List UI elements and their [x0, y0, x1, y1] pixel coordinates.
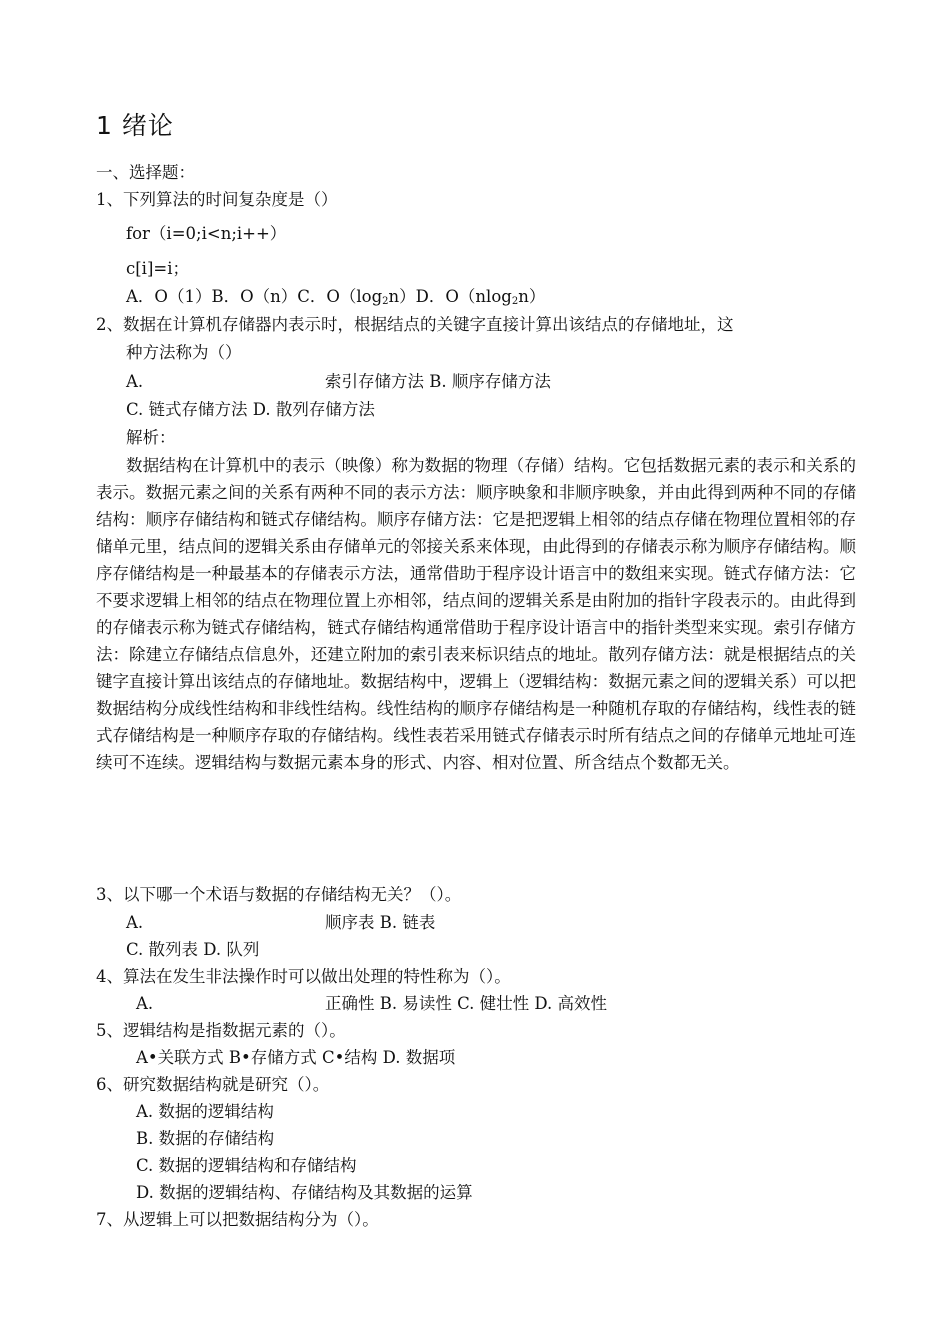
- q6-stem: 6、研究数据结构就是研究（）。: [96, 1075, 330, 1094]
- q3-opt-a-letter: A.: [126, 913, 144, 932]
- q6-opt-c: C. 数据的逻辑结构和存储结构: [136, 1156, 357, 1175]
- q2-opt-a-b: 索引存储方法 B. 顺序存储方法: [325, 372, 551, 391]
- section-title: 一、选择题：: [96, 163, 195, 182]
- q1-subscript-2: 2: [511, 296, 519, 307]
- q4-stem: 4、算法在发生非法操作时可以做出处理的特性称为（）。: [96, 967, 511, 986]
- q7-stem: 7、从逻辑上可以把数据结构分为（）。: [96, 1210, 379, 1229]
- q2-stem-line-2: 种方法称为（）: [126, 343, 242, 362]
- q3-stem: 3、以下哪一个术语与数据的存储结构无关？（）。: [96, 885, 462, 904]
- q1-opt-mid: n）D．O（nlog: [388, 287, 512, 306]
- q4-opt-a-letter: A.: [136, 994, 154, 1013]
- q1-code-line-2: c[i]=i；: [126, 259, 189, 278]
- q4-options: 正确性 B. 易读性 C. 健壮性 D. 高效性: [325, 994, 608, 1013]
- q1-code-line-1: for（i=0;i<n;i++）: [126, 224, 287, 243]
- q2-stem-line-1: 2、数据在计算机存储器内表示时，根据结点的关键字直接计算出该结点的存储地址，这: [96, 315, 734, 334]
- q2-opt-a-letter: A.: [126, 372, 144, 391]
- q1-subscript-1: 2: [382, 296, 389, 307]
- q6-opt-d: D. 数据的逻辑结构、存储结构及其数据的运算: [136, 1183, 473, 1202]
- q3-opt-c-d: C. 散列表 D. 队列: [126, 940, 260, 959]
- q1-stem: 1、下列算法的时间复杂度是（）: [96, 190, 338, 209]
- q2-analysis-paragraph: 数据结构在计算机中的表示（映像）称为数据的物理（存储）结构。它包括数据元素的表示和关系的表示。数据元素之间的关系有两种不同的表示方法：顺序映象和非顺序映象，并由此得到两种不同的存储结构：顺序存储结构和链式存储结构。顺序存储方法：它是把逻辑上相邻的结点存储在物理位置相邻的存储单元里，结点间的逻辑关系由存储单元的邻接关系来体现，由此得到的存储表示称为顺序存储结构。顺序存储结构是一种最基本的存储表示方法，通常借助于程序设计语言中的数组来实现。链式存储方法：它不要求逻辑上相邻的结点在物理位置上亦相邻，结点间的逻辑关系是由附加的指针字段表示的。由此得到的存储表示称为链式存储结构，链式存储结构通常借助于程序设计语言中的指针类型来实现。索引存储方法：除建立存储结点信息外，还建立附加的索引表来标识结点的地址。散列存储方法：就是根据结点的关键字直接计算出该结点的存储地址。数据结构中，逻辑上（逻辑结构：数据元素之间的逻辑关系）可以把数据结构分成线性结构和非线性结构。线性结构的顺序存储结构是一种随机存取的存储结构，线性表的链式存储结构是一种顺序存取的存储结构。线性表若采用链式存储表示时所有结点之间的存储单元地址可连续可不连续。逻辑结构与数据元素本身的形式、内容、相对位置、所含结点个数都无关。: [96, 456, 856, 772]
- q5-stem: 5、逻辑结构是指数据元素的（）。: [96, 1021, 346, 1040]
- q1-options: [126, 286, 545, 313]
- q2-analysis-label: 解析：: [126, 428, 176, 447]
- q2-opt-c-d: C. 链式存储方法 D. 散列存储方法: [126, 400, 375, 419]
- chapter-heading: 1 绪论: [96, 111, 174, 140]
- q3-opt-a-b: 顺序表 B. 链表: [325, 913, 436, 932]
- q6-opt-b: B. 数据的存储结构: [136, 1129, 275, 1148]
- q5-options: A•关联方式 B•存储方式 C•结构 D. 数据项: [136, 1048, 456, 1067]
- q6-opt-a: A. 数据的逻辑结构: [136, 1102, 274, 1121]
- q1-opt-a: A．O（1）B．O（n）C．O（log: [126, 287, 383, 306]
- q1-opt-end: n）: [518, 287, 546, 306]
